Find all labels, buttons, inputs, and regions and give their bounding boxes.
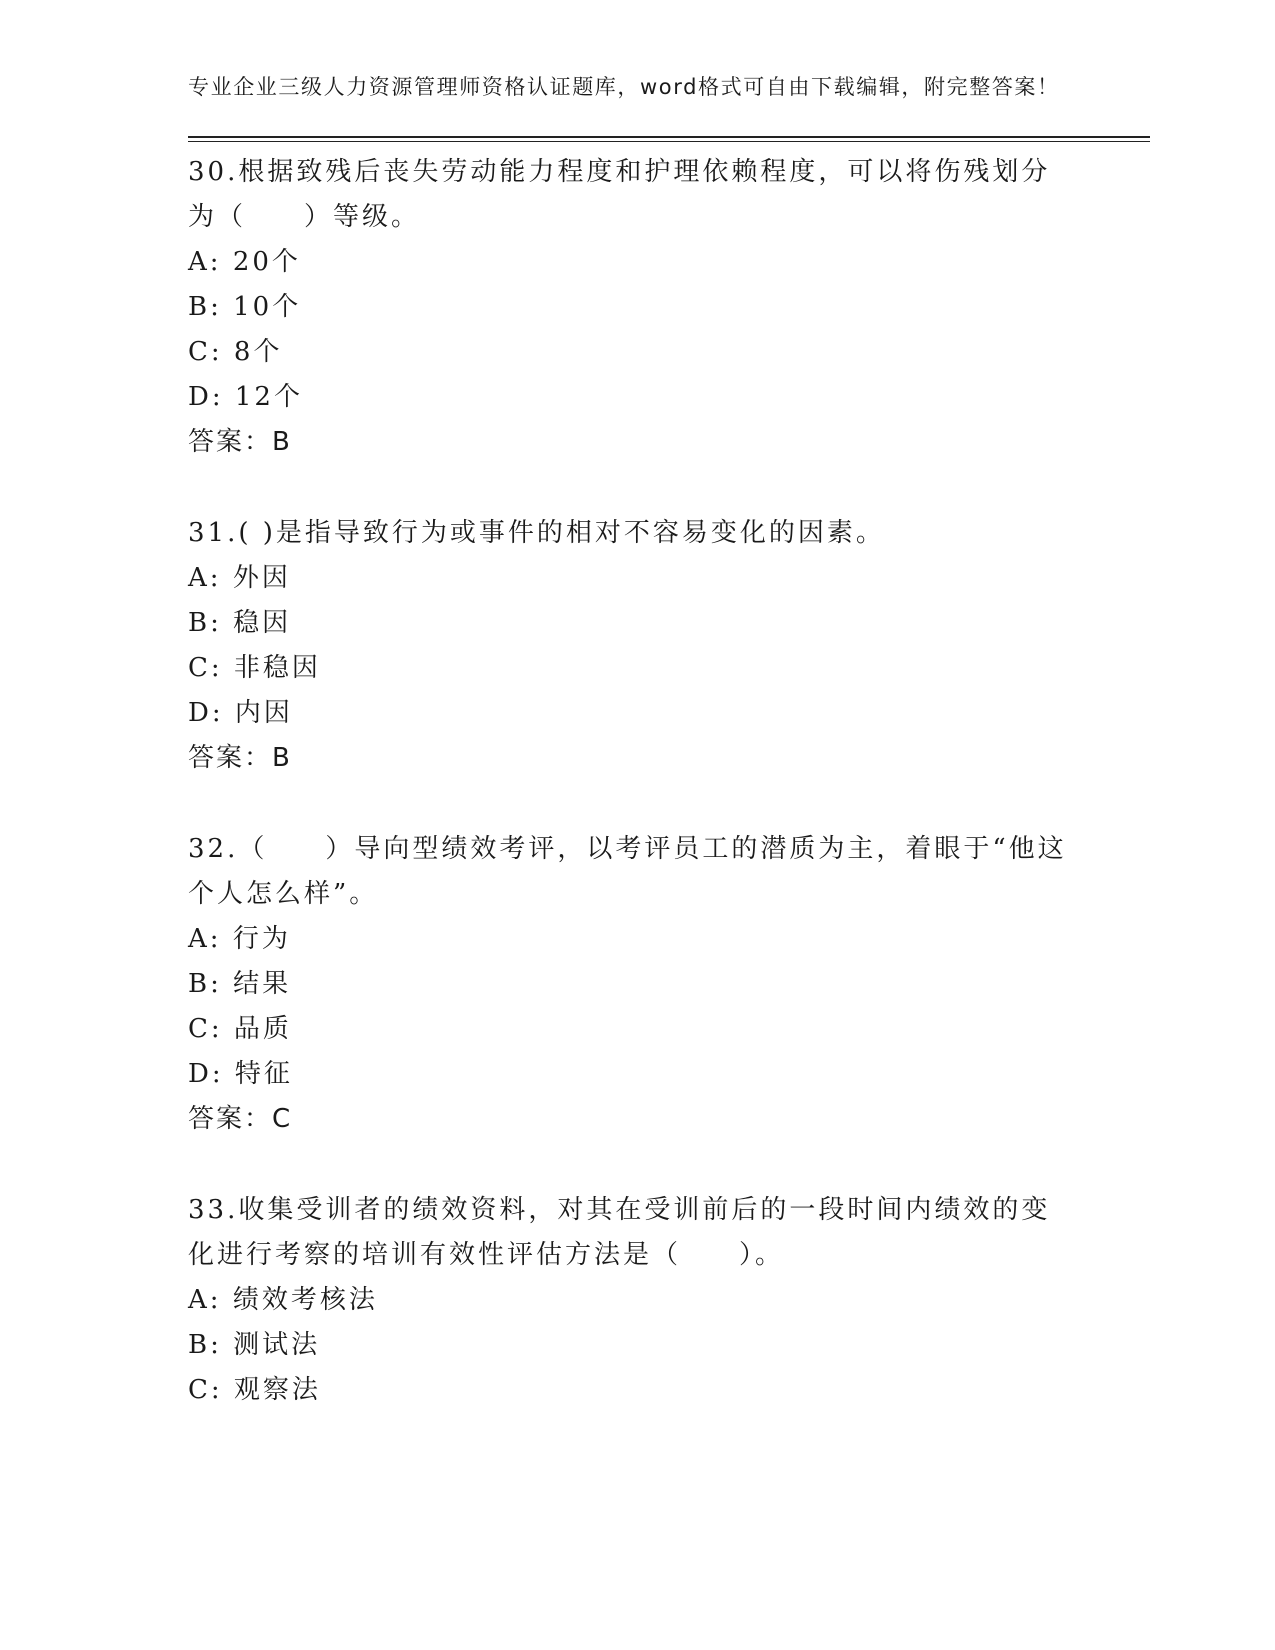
option-key: C: [188, 1375, 223, 1405]
option-key: A: [188, 563, 222, 593]
option-c [188, 646, 1150, 691]
header-divider [188, 136, 1150, 142]
question-stem: 32.（ ）导向型绩效考评，以考评员工的潜质为主，着眼于“他这个人怎么样”。 [188, 834, 1067, 909]
option-b [188, 962, 1150, 1007]
option-key: A: [188, 1285, 222, 1315]
option-text: 结果 [233, 969, 292, 999]
option-text: 品质 [233, 1014, 292, 1044]
option-text: 测试法 [233, 1330, 321, 1360]
option-text: 8个 [233, 337, 283, 367]
option-key: A: [188, 924, 222, 954]
option-a [188, 556, 1150, 601]
question-33 [188, 1188, 1150, 1413]
option-text: 20个 [232, 247, 301, 277]
answer-label: 答案：B [188, 743, 292, 773]
option-key: C: [188, 1014, 223, 1044]
option-text: 稳因 [233, 608, 292, 638]
option-text: 非稳因 [233, 653, 321, 683]
option-text: 特征 [234, 1059, 293, 1089]
question-31 [188, 511, 1150, 781]
option-d [188, 1052, 1150, 1097]
option-a [188, 1278, 1150, 1323]
option-key: B: [188, 1330, 222, 1360]
spacer [188, 781, 1150, 827]
option-key: D: [188, 698, 224, 728]
option-key: A: [188, 247, 222, 277]
option-b [188, 1323, 1150, 1368]
option-d [188, 375, 1150, 420]
option-key: D: [188, 382, 224, 412]
option-c [188, 1007, 1150, 1052]
question-stem: 31.( )是指导致行为或事件的相对不容易变化的因素。 [188, 518, 885, 548]
option-a [188, 917, 1150, 962]
option-d [188, 691, 1150, 736]
question-stem: 30.根据致残后丧失劳动能力程度和护理依赖程度，可以将伤残划分为（ ）等级。 [188, 157, 1051, 232]
option-text: 绩效考核法 [232, 1285, 378, 1315]
option-key: C: [188, 337, 223, 367]
document-header: 专业企业三级人力资源管理师资格认证题库，word格式可自由下载编辑，附完整答案！ [188, 75, 1060, 99]
option-b [188, 285, 1150, 330]
option-key: C: [188, 653, 223, 683]
answer-label: 答案：C [188, 1104, 293, 1134]
option-key: B: [188, 292, 222, 322]
question-32 [188, 827, 1150, 1142]
question-30 [188, 150, 1150, 465]
option-key: D: [188, 1059, 224, 1089]
option-key: B: [188, 608, 222, 638]
option-text: 行为 [232, 924, 291, 954]
option-c [188, 1368, 1150, 1413]
option-text: 内因 [234, 698, 293, 728]
spacer [188, 1142, 1150, 1188]
option-a [188, 240, 1150, 285]
option-text: 观察法 [233, 1375, 321, 1405]
spacer [188, 465, 1150, 511]
option-b [188, 601, 1150, 646]
option-text: 外因 [232, 563, 291, 593]
question-stem: 33.收集受训者的绩效资料，对其在受训前后的一段时间内绩效的变化进行考察的培训有效性评估方法是（ ）。 [188, 1195, 1051, 1270]
option-key: B: [188, 969, 222, 999]
option-text: 10个 [233, 292, 302, 322]
option-c [188, 330, 1150, 375]
document-page [188, 72, 1150, 1413]
option-text: 12个 [234, 382, 303, 412]
answer-label: 答案：B [188, 427, 292, 457]
